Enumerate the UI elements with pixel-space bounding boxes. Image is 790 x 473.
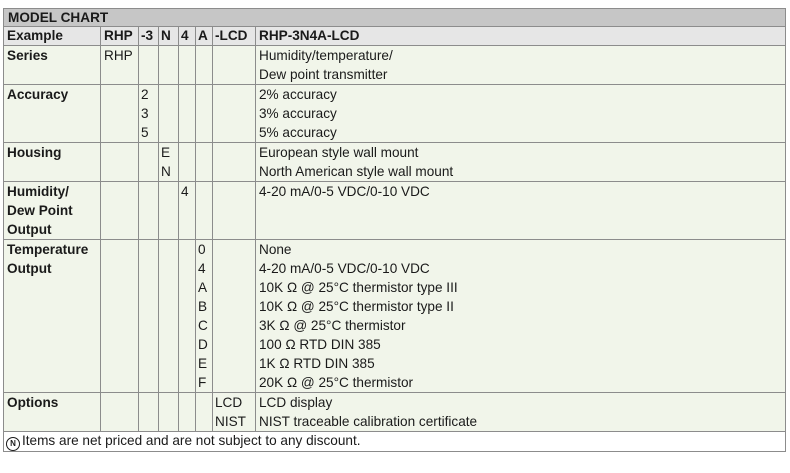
series-desc bbox=[256, 46, 786, 85]
header-humidity: 4 bbox=[179, 27, 196, 46]
accuracy-desc-line: 2% accuracy bbox=[259, 87, 337, 102]
header-model-number: RHP-3N4A-LCD bbox=[256, 27, 786, 46]
temperature-desc-line: 20K Ω @ 25°C thermistor bbox=[259, 375, 414, 390]
humidity-label-line: Dew Point bbox=[7, 203, 73, 218]
temperature-desc-line: 100 Ω RTD DIN 385 bbox=[259, 337, 381, 352]
humidity-label-line: Humidity/ bbox=[7, 184, 69, 199]
options-label: Options bbox=[4, 393, 101, 432]
options-desc-line: NIST traceable calibration certificate bbox=[259, 414, 478, 429]
housing-label: Housing bbox=[4, 143, 101, 182]
temperature-label-line: Temperature bbox=[7, 242, 89, 257]
accuracy-row bbox=[4, 85, 786, 143]
series-row bbox=[4, 46, 786, 85]
temperature-label bbox=[4, 240, 101, 393]
humidity-row bbox=[4, 182, 786, 240]
housing-codes bbox=[159, 143, 179, 182]
temperature-desc-line: 10K Ω @ 25°C thermistor type III bbox=[259, 280, 458, 295]
series-label: Series bbox=[4, 46, 101, 85]
temperature-code: A bbox=[198, 280, 208, 295]
footnote-row bbox=[4, 432, 786, 452]
temperature-code: F bbox=[198, 375, 207, 390]
humidity-label-line: Output bbox=[7, 222, 52, 237]
temperature-row bbox=[4, 240, 786, 393]
temperature-code: E bbox=[198, 356, 208, 371]
net-price-n-icon: N bbox=[6, 437, 20, 451]
options-row bbox=[4, 393, 786, 432]
temperature-code: 0 bbox=[198, 242, 206, 257]
accuracy-desc-line: 3% accuracy bbox=[259, 106, 337, 121]
humidity-desc: 4-20 mA/0-5 VDC/0-10 VDC bbox=[256, 182, 786, 240]
options-code: LCD bbox=[215, 395, 243, 410]
header-accuracy: -3 bbox=[139, 27, 159, 46]
housing-desc-line: North American style wall mount bbox=[259, 164, 454, 179]
accuracy-label: Accuracy bbox=[4, 85, 101, 143]
accuracy-codes bbox=[139, 85, 159, 143]
humidity-label bbox=[4, 182, 101, 240]
temperature-codes bbox=[196, 240, 213, 393]
accuracy-code: 5 bbox=[141, 125, 149, 140]
footnote bbox=[4, 432, 786, 452]
header-housing: N bbox=[159, 27, 179, 46]
header-options: -LCD bbox=[213, 27, 256, 46]
accuracy-code: 2 bbox=[141, 87, 149, 102]
temperature-desc-line: 4-20 mA/0-5 VDC/0-10 VDC bbox=[259, 261, 430, 276]
options-codes bbox=[213, 393, 256, 432]
options-desc bbox=[256, 393, 786, 432]
model-chart-table bbox=[3, 8, 786, 452]
accuracy-desc bbox=[256, 85, 786, 143]
header-row bbox=[4, 27, 786, 46]
humidity-code: 4 bbox=[179, 182, 196, 240]
temperature-desc-line: 3K Ω @ 25°C thermistor bbox=[259, 318, 406, 333]
temperature-code: C bbox=[198, 318, 208, 333]
temperature-code: B bbox=[198, 299, 208, 314]
series-desc-line: Humidity/temperature/ bbox=[259, 48, 393, 63]
header-series: RHP bbox=[101, 27, 139, 46]
housing-code: N bbox=[161, 164, 171, 179]
housing-code: E bbox=[161, 145, 171, 160]
housing-row bbox=[4, 143, 786, 182]
header-example: Example bbox=[4, 27, 101, 46]
temperature-code: D bbox=[198, 337, 208, 352]
temperature-desc-line: 10K Ω @ 25°C thermistor type II bbox=[259, 299, 454, 314]
footnote-text: Items are net priced and are not subject to any discount. bbox=[22, 433, 361, 448]
accuracy-desc-line: 5% accuracy bbox=[259, 125, 337, 140]
temperature-desc-line: None bbox=[259, 242, 292, 257]
series-desc-line: Dew point transmitter bbox=[259, 67, 388, 82]
temperature-label-line: Output bbox=[7, 261, 52, 276]
accuracy-code: 3 bbox=[141, 106, 149, 121]
series-code: RHP bbox=[101, 46, 139, 85]
housing-desc bbox=[256, 143, 786, 182]
chart-title: MODEL CHART bbox=[4, 9, 786, 27]
options-code: NIST bbox=[215, 414, 246, 429]
options-desc-line: LCD display bbox=[259, 395, 333, 410]
temperature-desc bbox=[256, 240, 786, 393]
model-chart bbox=[3, 8, 785, 452]
header-temperature: A bbox=[196, 27, 213, 46]
housing-desc-line: European style wall mount bbox=[259, 145, 419, 160]
temperature-desc-line: 1K Ω RTD DIN 385 bbox=[259, 356, 375, 371]
title-row bbox=[4, 9, 786, 27]
temperature-code: 4 bbox=[198, 261, 206, 276]
